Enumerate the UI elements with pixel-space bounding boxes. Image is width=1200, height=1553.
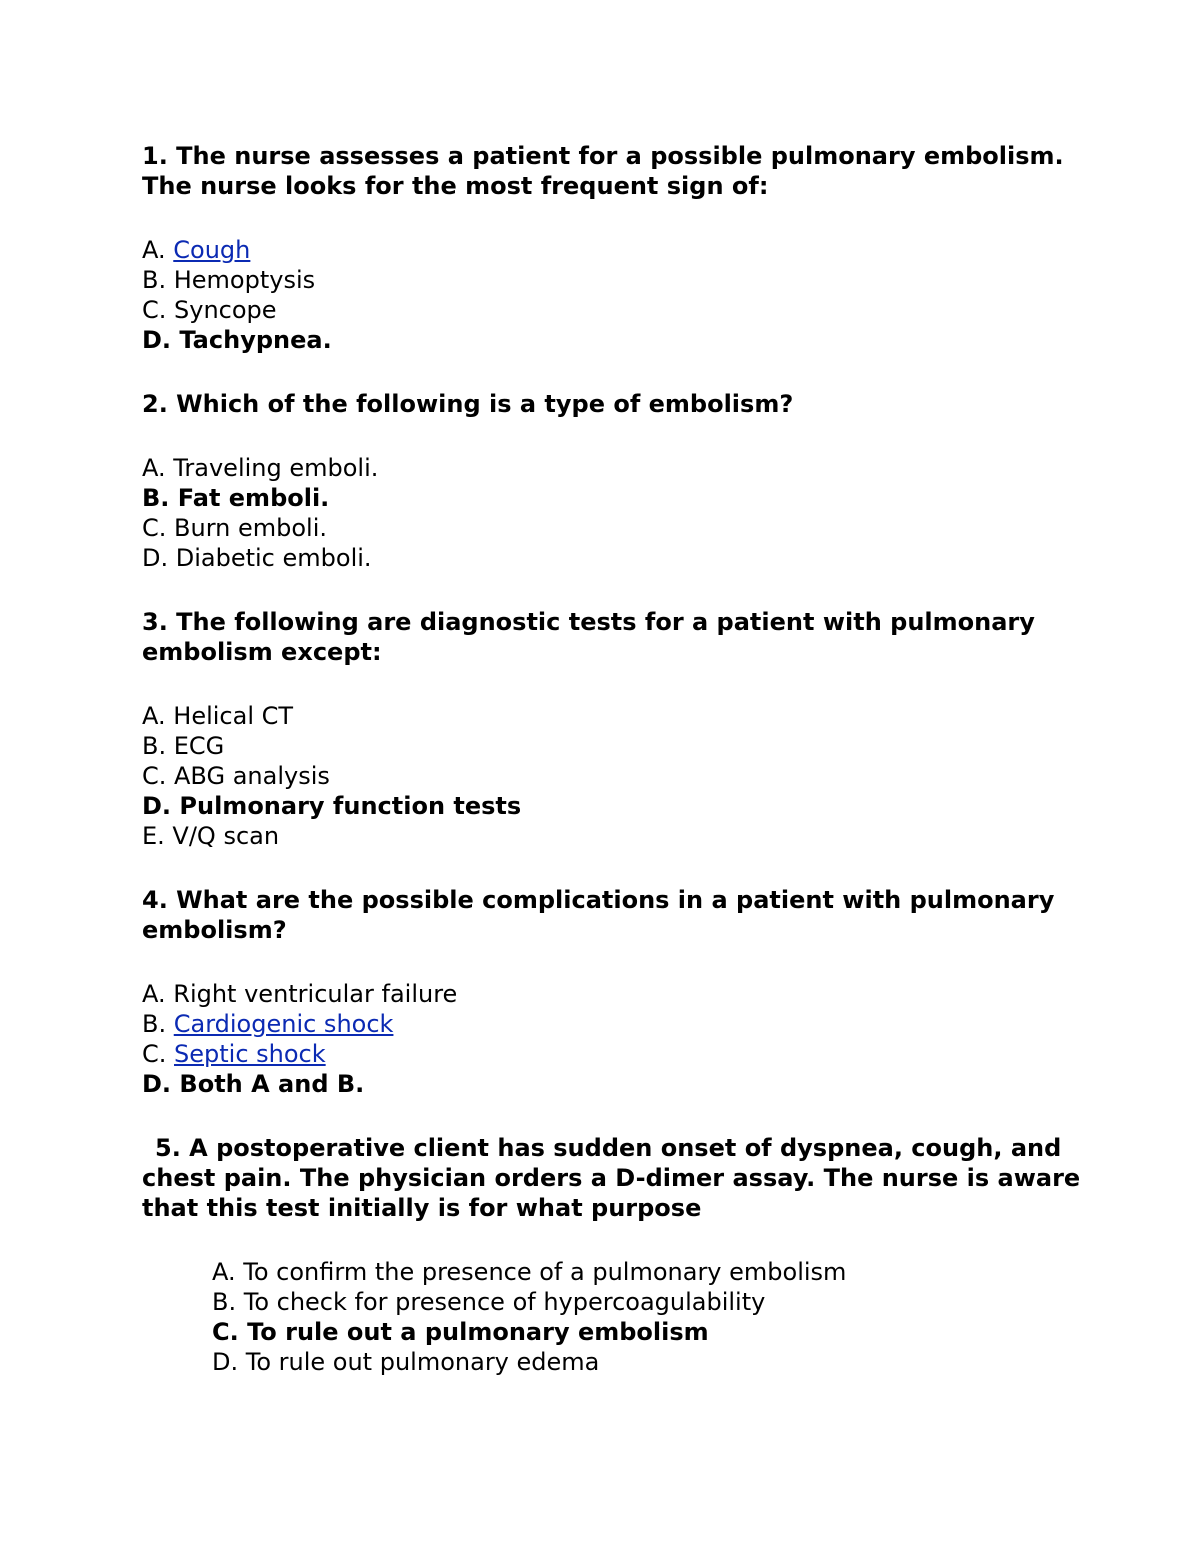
question-1-text: 1. The nurse assesses a patient for a possible pulmonary embolism. The nurse looks for the most frequent sign of: [142, 142, 1064, 200]
question-3-option-c [142, 761, 1102, 791]
option-letter: A. [142, 454, 174, 482]
question-5-options [142, 1257, 1102, 1377]
option-text: ECG [173, 732, 225, 760]
option-letter: A. [142, 236, 174, 264]
option-letter: C. [212, 1318, 248, 1346]
option-text: Pulmonary function tests [179, 792, 522, 820]
question-1-option-a [142, 235, 1102, 265]
option-text: Burn emboli. [174, 514, 328, 542]
question-5-body: 5. A postoperative client has sudden onset of dyspnea, cough, and chest pain. The physician orders a D-dimer assay. The nurse is aware that this test initially is for what purpose [142, 1134, 1081, 1222]
question-4-text: 4. What are the possible complications in a patient with pulmonary embolism? [142, 886, 1055, 944]
option-letter: A. [212, 1258, 244, 1286]
option-letter: A. [142, 702, 174, 730]
question-3-option-d-answer [142, 791, 1102, 821]
option-letter: B. [142, 484, 178, 512]
option-letter: C. [142, 762, 175, 790]
option-letter: B. [142, 266, 174, 294]
question-4-option-b [142, 1009, 1102, 1039]
option-letter: D. [142, 544, 176, 572]
question-5-option-b [212, 1287, 1102, 1317]
option-letter: C. [142, 1040, 175, 1068]
option-text: To confirm the presence of a pulmonary embolism [243, 1258, 847, 1286]
question-block-2 [142, 389, 1102, 573]
option-text: Tachypnea. [179, 326, 332, 354]
option-text: Syncope [174, 296, 277, 324]
option-link-cough[interactable]: Cough [173, 236, 251, 264]
option-text: To rule out a pulmonary embolism [247, 1318, 709, 1346]
question-2-option-d [142, 543, 1102, 573]
question-1-option-d-answer [142, 325, 1102, 355]
option-text: Hemoptysis [173, 266, 316, 294]
question-3-text: 3. The following are diagnostic tests for a patient with pulmonary embolism except: [142, 608, 1035, 666]
option-letter: B. [142, 732, 174, 760]
option-letter: A. [142, 980, 174, 1008]
question-2-option-b-answer [142, 483, 1102, 513]
question-4-option-d-answer [142, 1069, 1102, 1099]
document-page [142, 141, 1102, 1411]
question-2-option-a [142, 453, 1102, 483]
option-text: Diabetic emboli. [175, 544, 372, 572]
question-3-option-b [142, 731, 1102, 761]
question-1-option-b [142, 265, 1102, 295]
question-2-text: 2. Which of the following is a type of embolism? [142, 390, 794, 418]
option-text: Right ventricular failure [173, 980, 458, 1008]
question-block-4 [142, 885, 1102, 1099]
option-text: V/Q scan [172, 822, 280, 850]
option-text: Both A and B. [179, 1070, 365, 1098]
option-text: To check for presence of hypercoagulability [243, 1288, 766, 1316]
option-letter: D. [142, 1070, 180, 1098]
option-letter: C. [142, 296, 175, 324]
option-letter: E. [142, 822, 173, 850]
question-5-option-d [212, 1347, 1102, 1377]
question-2-option-c [142, 513, 1102, 543]
option-letter: D. [212, 1348, 246, 1376]
option-letter: C. [142, 514, 175, 542]
option-text: Traveling emboli. [173, 454, 379, 482]
question-block-1 [142, 141, 1102, 355]
question-1-option-c [142, 295, 1102, 325]
option-link-cardiogenic-shock[interactable]: Cardiogenic shock [173, 1010, 394, 1038]
question-5-option-c-answer [212, 1317, 1102, 1347]
option-text: Fat emboli. [177, 484, 330, 512]
option-text: To rule out pulmonary edema [245, 1348, 600, 1376]
option-text: ABG analysis [174, 762, 330, 790]
question-5-option-a [212, 1257, 1102, 1287]
question-block-5 [142, 1133, 1102, 1377]
question-4-option-c [142, 1039, 1102, 1069]
option-link-septic-shock[interactable]: Septic shock [174, 1040, 326, 1068]
question-5-text [142, 1133, 1102, 1223]
question-3-option-a [142, 701, 1102, 731]
option-letter: B. [212, 1288, 244, 1316]
option-letter: D. [142, 792, 180, 820]
question-3-option-e [142, 821, 1102, 851]
question-block-3 [142, 607, 1102, 851]
option-letter: B. [142, 1010, 174, 1038]
option-letter: D. [142, 326, 180, 354]
question-4-option-a [142, 979, 1102, 1009]
option-text: Helical CT [173, 702, 294, 730]
